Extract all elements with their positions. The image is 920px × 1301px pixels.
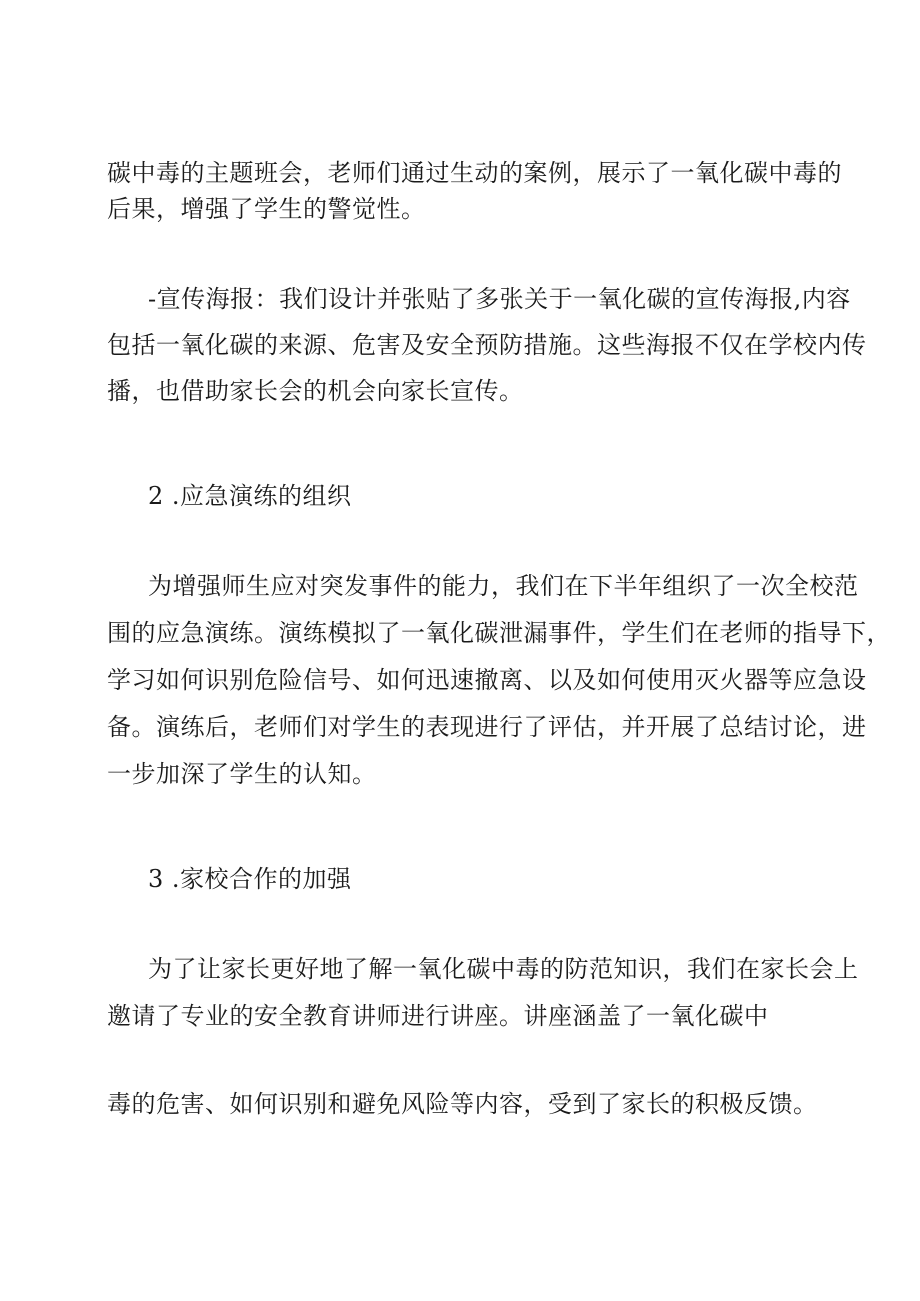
paragraph-line: 为了让家长更好地了解一氧化碳中毒的防范知识，我们在家长会上 — [148, 955, 859, 983]
section-heading: 2 .应急演练的组织 — [148, 482, 352, 510]
paragraph-line: 为增强师生应对突发事件的能力，我们在下半年组织了一次全校范 — [148, 572, 859, 600]
paragraph-line: 播，也借助家长会的机会向家长宣传。 — [107, 377, 524, 405]
paragraph-line: 毒的危害、如何识别和避免风险等内容，受到了家长的积极反馈。 — [107, 1090, 818, 1118]
paragraph-line: 邀请了专业的安全教育讲师进行讲座。讲座涵盖了一氧化碳中 — [107, 1002, 769, 1030]
paragraph-line: 围的应急演练。演练模拟了一氧化碳泄漏事件，学生们在老师的指导下， — [107, 619, 891, 647]
paragraph-line: -宣传海报：我们设计并张贴了多张关于一氧化碳的宣传海报,内容 — [148, 285, 851, 313]
paragraph-line: 包括一氧化碳的来源、危害及安全预防措施。这些海报不仅在学校内传 — [107, 331, 867, 359]
paragraph-line: 后果，增强了学生的警觉性。 — [107, 195, 426, 223]
paragraph-line: 一步加深了学生的认知。 — [107, 760, 377, 788]
paragraph-line: 碳中毒的主题班会，老师们通过生动的案例，展示了一氧化碳中毒的 — [107, 159, 842, 187]
paragraph-line: 备。演练后，老师们对学生的表现进行了评估，并开展了总结讨论，进 — [107, 713, 867, 741]
paragraph-line: 学习如何识别危险信号、如何迅速撤离、以及如何使用灭火器等应急设 — [107, 666, 867, 694]
section-heading: 3 .家校合作的加强 — [148, 865, 352, 893]
